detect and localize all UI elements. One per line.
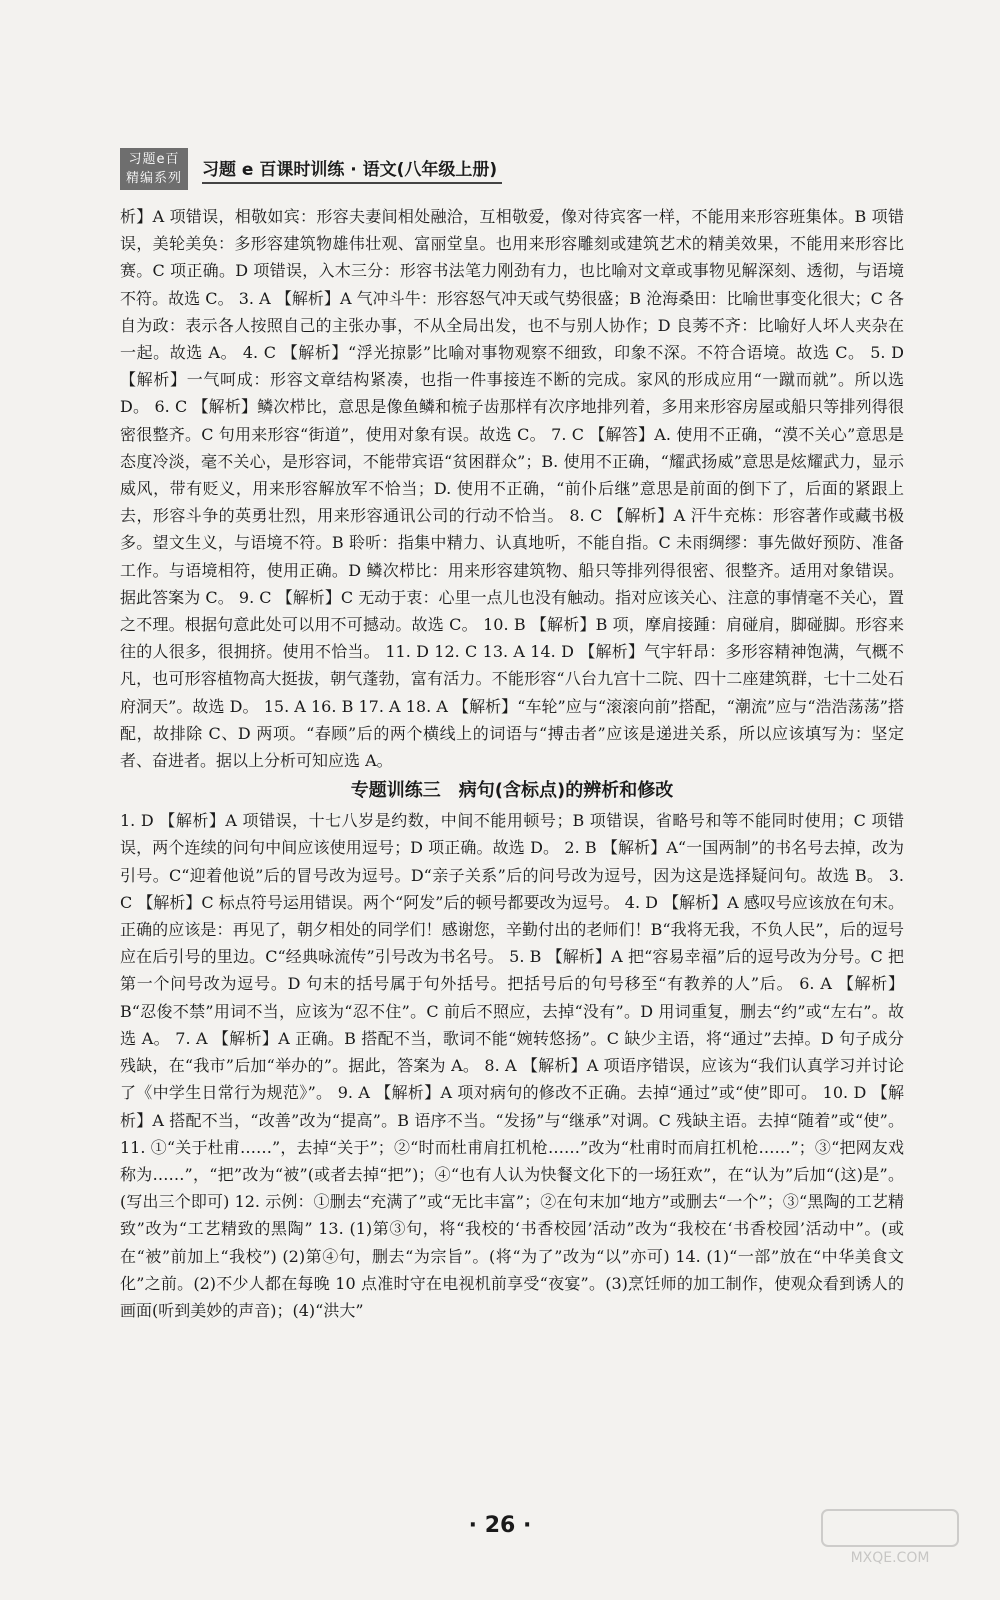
watermark-logo-icon [820,1508,960,1568]
page-number: · 26 · [468,1513,532,1538]
logo-line-2: 精编系列 [125,171,182,186]
book-title: 习题 e 百课时训练 · 语文(八年级上册) [202,155,502,184]
logo-line-1: 习题e百 [128,152,180,167]
answer-paragraph-1: 析】A 项错误，相敬如宾：形容夫妻间相处融洽，互相敬爱，像对待宾客一样，不能用来形容班集体。B 项错误，美轮美奂：多形容建筑物雄伟壮观、富丽堂皇。也用来形容雕刻或建筑艺术的精美效果，不能用来形容比赛。C 项正确。D 项错误，入木三分：形容书法笔力刚劲有力，也比喻对文章或事物见解深刻、透彻，与语境不符。故选 C。 3. A 【解析】A 气冲斗牛：形容怒气冲天或气势很盛；B 沧海桑田：比喻世事变化很大；C 各自为政：表示各人按照自己的主张办事，不从全局出发，也不与别人协作；D 良莠不齐：比喻好人坏人夹杂在一起。故选 A。 4. C 【解析】“浮光掠影”比喻对事物观察不细致，印象不深。不符合语境。故选 C。 5. D 【解析】一气呵成：形容文章结构紧凑，也指一件事接连不断的完成。家风的形成应用“一蹴而就”。所以选 D。 6. C 【解析】鳞次栉比，意思是像鱼鳞和梳子齿那样有次序地排列着，多用来形容房屋或船只等排列得很密很整齐。C 句用来形容“街道”，使用对象有误。故选 C。 7. C 【解答】A. 使用不正确，“漠不关心”意思是态度冷淡，毫不关心，是形容词，不能带宾语“贫困群众”；B. 使用不正确，“耀武扬威”意思是炫耀武力，显示威风，带有贬义，用来形容解放军不恰当；D. 使用不正确，“前仆后继”意思是前面的倒下了，后面的紧跟上去，形容斗争的英勇壮烈，用来形容通讯公司的行动不恰当。 8. C 【解析】A 汗牛充栋：形容著作或藏书极多。望文生义，与语境不符。B 聆听：指集中精力、认真地听，不能自指。C 未雨绸缪：事先做好预防、准备工作。与语境相符，使用正确。D 鳞次栉比：用来形容建筑物、船只等排列得很密、很整齐。适用对象错误。据此答案为 C。 9. C 【解析】C 无动于衷：心里一点儿也没有触动。指对应该关心、注意的事情毫不关心，置之不理。根据句意此处可以用不可撼动。故选 C。 10. B 【解析】B 项，摩肩接踵：肩碰肩，脚碰脚。形容来往的人很多，很拥挤。使用不恰当。 11. D 12. C 13. A 14. D 【解析】气宇轩昂：多形容精神饱满，气概不凡，也可形容植物高大挺拔，朝气蓬勃，富有活力。不能形容“八台九宫十二院、四十二座建筑群，七十二处石府洞天”。故选 D。 15. A 16. B 17. A 18. A 【解析】“车轮”应与“滚滚向前”搭配，“潮流”应与“浩浩荡荡”搭配，故排除 C、D 两项。“春顾”后的两个横线上的词语与“搏击者”应该是递进关系，所以应该填写为：坚定者、奋进者。据以上分析可知应选 A。 [120,207,904,771]
section-title: 专题训练三 病句(含标点)的辨析和修改 [350,780,674,802]
series-logo [120,148,188,190]
watermark-text: MXQE.COM [850,1550,930,1566]
answer-paragraph-2: 1. D 【解析】A 项错误，十七八岁是约数，中间不能用顿号；B 项错误，省略号和等不能同时使用；C 项错误，两个连续的问句中间应该使用逗号；D 项正确。故选 D。 2. B 【解析】A“一国两制”的书名号去掉，改为引号。C“迎着他说”后的冒号改为逗号。D“亲子关系”后的问号改为逗号，因为这是选择疑问句。故选 B。 3. C 【解析】C 标点符号运用错误。两个“阿发”后的顿号都要改为逗号。 4. D 【解析】A 感叹号应该放在句末。正确的应该是：再见了，朝夕相处的同学们！感谢您，辛勤付出的老师们！B“我将无我，不负人民”，后的逗号应在后引号的里边。C“经典咏流传”引号改为书名号。 5. B 【解析】A 把“容易幸福”后的逗号改为分号。C 把第一个问号改为逗号。D 句末的括号属于句外括号。把括号后的句号移至“有教养的人”后。 6. A 【解析】B“忍俊不禁”用词不当，应该为“忍不住”。C 前后不照应，去掉“没有”。D 用词重复，删去“约”或“左右”。故选 A。 7. A 【解析】A 正确。B 搭配不当，歌词不能“婉转悠扬”。C 缺少主语，将“通过”去掉。D 句子成分残缺，在“我市”后加“举办的”。据此，答案为 A。 8. A 【解析】A 项语序错误，应该为“我们认真学习并讨论了《中学生日常行为规范》”。 9. A 【解析】A 项对病句的修改不正确。去掉“通过”或“使”即可。 10. D 【解析】A 搭配不当，“改善”改为“提高”。B 语序不当。“发扬”与“继承”对调。C 残缺主语。去掉“随着”或“使”。 11. ①“关于杜甫……”，去掉“关于”；②“时而杜甫肩扛机枪……”改为“杜甫时而肩扛机枪……”；③“把网友戏称为……”，“把”改为“被”(或者去掉“把”)；④“也有人认为快餐文化下的一场狂欢”，在“认为”后加“(这)是”。(写出三个即可) 12. 示例：①删去“充满了”或“无比丰富”；②在句末加“地方”或删去“一个”；③“黑陶的工艺精致”改为“工艺精致的黑陶” 13. (1)第③句，将“我校的‘书香校园’活动”改为“我校在‘书香校园’活动中”。(或在“被”前加上“我校”) (2)第④句，删去“为宗旨”。(将“为了”改为“以”亦可) 14. (1)“一部”放在“中华美食文化”之前。(2)不少人都在每晚 10 点准时守在电视机前享受“夜宴”。(3)烹饪师的加工制作，使观众看到诱人的画面(听到美妙的声音)；(4)“洪大” [120,811,904,1320]
answer-content [120,203,904,1324]
page-header [120,148,520,190]
